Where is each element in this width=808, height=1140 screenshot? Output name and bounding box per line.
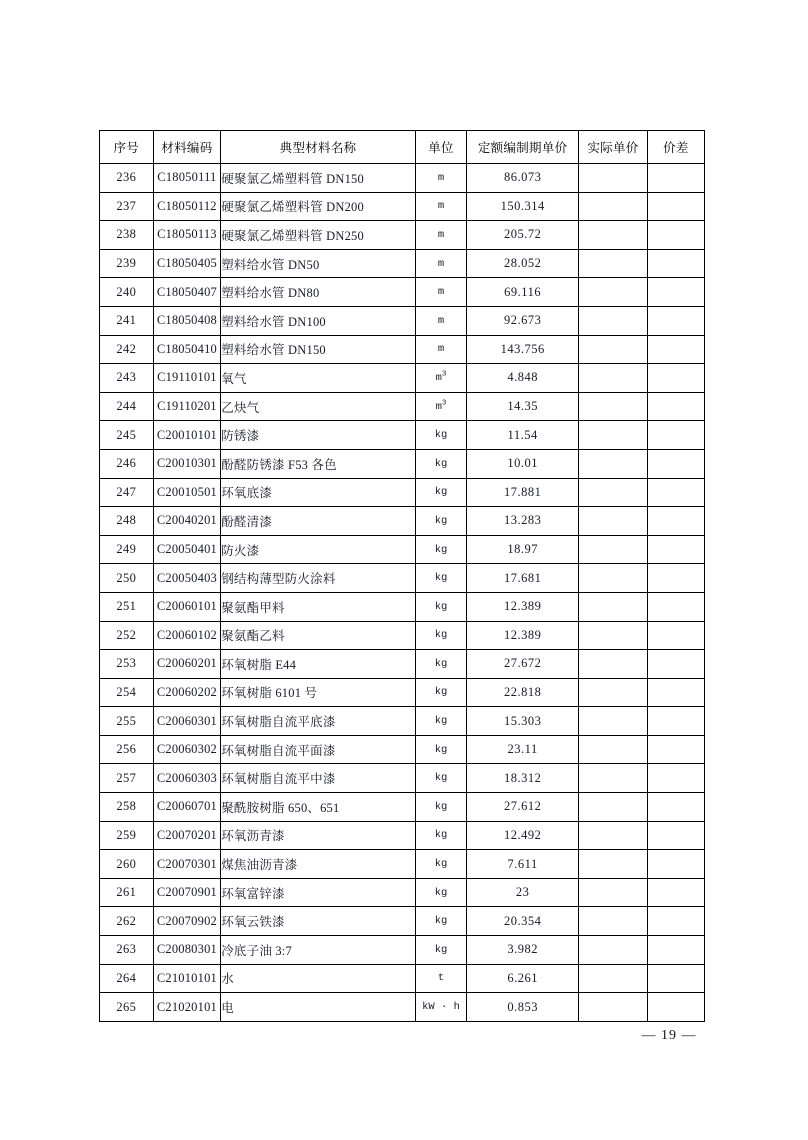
cell-material-code: C18050410 [153, 335, 221, 364]
cell-price-diff [647, 564, 704, 593]
cell-base-price: 0.853 [467, 993, 579, 1022]
cell-price-diff [647, 335, 704, 364]
cell-actual-price [579, 907, 648, 936]
cell-material-code: C20050401 [153, 535, 221, 564]
cell-index: 238 [100, 221, 154, 250]
cell-price-diff [647, 678, 704, 707]
cell-material-code: C20070902 [153, 907, 221, 936]
cell-price-diff [647, 821, 704, 850]
cell-unit: kg [415, 507, 466, 536]
cell-base-price: 205.72 [467, 221, 579, 250]
cell-material-code: C20010301 [153, 449, 221, 478]
cell-index: 251 [100, 592, 154, 621]
cell-material-name: 酚醛清漆 [221, 507, 416, 536]
cell-base-price: 10.01 [467, 449, 579, 478]
cell-material-code: C19110201 [153, 392, 221, 421]
cell-unit: kg [415, 936, 466, 965]
cell-unit: kg [415, 793, 466, 822]
cell-material-code: C20060302 [153, 735, 221, 764]
cell-index: 239 [100, 249, 154, 278]
cell-price-diff [647, 478, 704, 507]
material-price-table-container [99, 130, 705, 1022]
cell-actual-price [579, 449, 648, 478]
cell-material-code: C20060701 [153, 793, 221, 822]
table-row [100, 735, 705, 764]
table-row [100, 850, 705, 879]
cell-index: 245 [100, 421, 154, 450]
cell-unit: kg [415, 650, 466, 679]
cell-price-diff [647, 192, 704, 221]
cell-unit: kW · h [415, 993, 466, 1022]
page-footer [0, 1028, 808, 1044]
table-row [100, 392, 705, 421]
cell-material-name: 煤焦油沥青漆 [221, 850, 416, 879]
cell-material-name: 防锈漆 [221, 421, 416, 450]
cell-material-code: C20060101 [153, 592, 221, 621]
column-header-unit: 单位 [415, 131, 466, 164]
cell-actual-price [579, 964, 648, 993]
cell-material-name: 环氧树脂自流平底漆 [221, 707, 416, 736]
table-row [100, 249, 705, 278]
table-row [100, 678, 705, 707]
cell-index: 253 [100, 650, 154, 679]
cell-base-price: 23.11 [467, 735, 579, 764]
cell-price-diff [647, 650, 704, 679]
cell-price-diff [647, 993, 704, 1022]
cell-material-name: 聚氨酯甲料 [221, 592, 416, 621]
cell-actual-price [579, 650, 648, 679]
cell-base-price: 17.881 [467, 478, 579, 507]
cell-unit: m [415, 221, 466, 250]
cell-material-name: 电 [221, 993, 416, 1022]
cell-material-name: 聚酰胺树脂 650、651 [221, 793, 416, 822]
cell-index: 248 [100, 507, 154, 536]
cell-price-diff [647, 421, 704, 450]
cell-price-diff [647, 507, 704, 536]
cell-price-diff [647, 364, 704, 393]
cell-price-diff [647, 878, 704, 907]
cell-material-code: C20070301 [153, 850, 221, 879]
cell-material-name: 环氧沥青漆 [221, 821, 416, 850]
cell-base-price: 18.97 [467, 535, 579, 564]
table-row [100, 993, 705, 1022]
column-header-price-diff: 价差 [647, 131, 704, 164]
cell-actual-price [579, 621, 648, 650]
cell-material-code: C18050112 [153, 192, 221, 221]
cell-material-code: C18050405 [153, 249, 221, 278]
table-row [100, 764, 705, 793]
cell-base-price: 27.672 [467, 650, 579, 679]
table-row [100, 793, 705, 822]
cell-actual-price [579, 821, 648, 850]
cell-base-price: 27.612 [467, 793, 579, 822]
cell-actual-price [579, 850, 648, 879]
cell-unit: kg [415, 850, 466, 879]
cell-unit: m [415, 249, 466, 278]
cell-index: 247 [100, 478, 154, 507]
cell-actual-price [579, 678, 648, 707]
cell-actual-price [579, 392, 648, 421]
cell-material-name: 硬聚氯乙烯塑料管 DN200 [221, 192, 416, 221]
cell-base-price: 69.116 [467, 278, 579, 307]
cell-material-name: 环氧树脂自流平中漆 [221, 764, 416, 793]
cell-index: 236 [100, 164, 154, 193]
cell-index: 237 [100, 192, 154, 221]
cell-actual-price [579, 364, 648, 393]
table-header-row [100, 131, 705, 164]
cell-actual-price [579, 535, 648, 564]
cell-material-name: 水 [221, 964, 416, 993]
cell-index: 258 [100, 793, 154, 822]
cell-unit: kg [415, 564, 466, 593]
table-row [100, 964, 705, 993]
table-row [100, 650, 705, 679]
material-price-table [99, 130, 705, 1022]
cell-material-name: 钢结构薄型防火涂料 [221, 564, 416, 593]
cell-material-code: C20060201 [153, 650, 221, 679]
table-header [100, 131, 705, 164]
cell-material-code: C20010101 [153, 421, 221, 450]
table-row [100, 192, 705, 221]
cell-base-price: 28.052 [467, 249, 579, 278]
cell-price-diff [647, 535, 704, 564]
cell-actual-price [579, 421, 648, 450]
cell-price-diff [647, 764, 704, 793]
cell-actual-price [579, 878, 648, 907]
cell-actual-price [579, 164, 648, 193]
cell-unit: kg [415, 707, 466, 736]
cell-material-name: 塑料给水管 DN80 [221, 278, 416, 307]
cell-index: 257 [100, 764, 154, 793]
cell-index: 262 [100, 907, 154, 936]
cell-actual-price [579, 993, 648, 1022]
table-row [100, 564, 705, 593]
cell-price-diff [647, 221, 704, 250]
table-row [100, 936, 705, 965]
table-row [100, 478, 705, 507]
cell-material-code: C20060102 [153, 621, 221, 650]
cell-unit: kg [415, 735, 466, 764]
table-row [100, 592, 705, 621]
cell-actual-price [579, 764, 648, 793]
cell-price-diff [647, 392, 704, 421]
cell-unit: m [415, 278, 466, 307]
table-row [100, 907, 705, 936]
cell-index: 255 [100, 707, 154, 736]
unit-superscript: 3 [441, 370, 447, 379]
cell-base-price: 22.818 [467, 678, 579, 707]
column-header-actual-price: 实际单价 [579, 131, 648, 164]
cell-price-diff [647, 735, 704, 764]
cell-material-code: C20040201 [153, 507, 221, 536]
cell-base-price: 150.314 [467, 192, 579, 221]
column-header-index: 序号 [100, 131, 154, 164]
cell-base-price: 18.312 [467, 764, 579, 793]
cell-material-name: 氧气 [221, 364, 416, 393]
cell-unit: $m^3$ [415, 392, 466, 421]
cell-actual-price [579, 564, 648, 593]
cell-unit: kg [415, 764, 466, 793]
cell-base-price: 7.611 [467, 850, 579, 879]
table-row [100, 421, 705, 450]
cell-material-name: 乙炔气 [221, 392, 416, 421]
column-header-material-name: 典型材料名称 [221, 131, 416, 164]
table-row [100, 306, 705, 335]
cell-index: 243 [100, 364, 154, 393]
cell-actual-price [579, 192, 648, 221]
cell-material-code: C18050407 [153, 278, 221, 307]
table-row [100, 621, 705, 650]
cell-material-code: C18050111 [153, 164, 221, 193]
cell-base-price: 86.073 [467, 164, 579, 193]
cell-base-price: 3.982 [467, 936, 579, 965]
table-row [100, 535, 705, 564]
cell-unit: m [415, 192, 466, 221]
cell-unit: kg [415, 592, 466, 621]
cell-index: 242 [100, 335, 154, 364]
cell-material-code: C20010501 [153, 478, 221, 507]
cell-material-name: 环氧云铁漆 [221, 907, 416, 936]
cell-base-price: 20.354 [467, 907, 579, 936]
cell-index: 256 [100, 735, 154, 764]
cell-index: 260 [100, 850, 154, 879]
cell-base-price: 23 [467, 878, 579, 907]
cell-index: 263 [100, 936, 154, 965]
cell-material-name: 塑料给水管 DN100 [221, 306, 416, 335]
cell-material-code: C20080301 [153, 936, 221, 965]
table-body [100, 164, 705, 1022]
cell-unit: $m^3$ [415, 364, 466, 393]
cell-material-name: 环氧树脂 6101 号 [221, 678, 416, 707]
column-header-material-code: 材料编码 [153, 131, 221, 164]
cell-material-name: 酚醛防锈漆 F53 各色 [221, 449, 416, 478]
cell-material-code: C18050113 [153, 221, 221, 250]
cell-material-name: 环氧树脂自流平面漆 [221, 735, 416, 764]
cell-index: 241 [100, 306, 154, 335]
cell-base-price: 6.261 [467, 964, 579, 993]
cell-actual-price [579, 507, 648, 536]
cell-actual-price [579, 335, 648, 364]
column-header-base-price: 定额编制期单价 [467, 131, 579, 164]
cell-unit: kg [415, 678, 466, 707]
cell-actual-price [579, 249, 648, 278]
cell-material-code: C20070901 [153, 878, 221, 907]
cell-material-code: C20060303 [153, 764, 221, 793]
cell-unit: m [415, 335, 466, 364]
table-row [100, 878, 705, 907]
cell-actual-price [579, 707, 648, 736]
cell-base-price: 13.283 [467, 507, 579, 536]
cell-price-diff [647, 249, 704, 278]
table-row [100, 364, 705, 393]
cell-material-name: 冷底子油 3:7 [221, 936, 416, 965]
cell-base-price: 12.389 [467, 592, 579, 621]
cell-base-price: 14.35 [467, 392, 579, 421]
cell-unit: m [415, 306, 466, 335]
cell-material-name: 环氧富锌漆 [221, 878, 416, 907]
cell-material-code: C19110101 [153, 364, 221, 393]
cell-material-name: 硬聚氯乙烯塑料管 DN150 [221, 164, 416, 193]
cell-price-diff [647, 793, 704, 822]
table-row [100, 335, 705, 364]
cell-material-code: C20070201 [153, 821, 221, 850]
cell-index: 246 [100, 449, 154, 478]
cell-index: 240 [100, 278, 154, 307]
table-row [100, 449, 705, 478]
cell-index: 250 [100, 564, 154, 593]
cell-index: 265 [100, 993, 154, 1022]
page-number: — 19 — [641, 1028, 697, 1043]
cell-price-diff [647, 164, 704, 193]
table-row [100, 278, 705, 307]
cell-actual-price [579, 592, 648, 621]
cell-material-code: C21010101 [153, 964, 221, 993]
cell-actual-price [579, 735, 648, 764]
unit-superscript: 3 [441, 399, 447, 408]
cell-price-diff [647, 907, 704, 936]
cell-index: 254 [100, 678, 154, 707]
cell-actual-price [579, 221, 648, 250]
cell-base-price: 11.54 [467, 421, 579, 450]
cell-material-code: C18050408 [153, 306, 221, 335]
cell-material-name: 塑料给水管 DN50 [221, 249, 416, 278]
cell-index: 244 [100, 392, 154, 421]
cell-material-name: 环氧树脂 E44 [221, 650, 416, 679]
cell-price-diff [647, 306, 704, 335]
cell-material-name: 塑料给水管 DN150 [221, 335, 416, 364]
cell-material-code: C20050403 [153, 564, 221, 593]
cell-index: 264 [100, 964, 154, 993]
table-row [100, 507, 705, 536]
cell-base-price: 92.673 [467, 306, 579, 335]
cell-actual-price [579, 306, 648, 335]
cell-unit: kg [415, 821, 466, 850]
cell-base-price: 4.848 [467, 364, 579, 393]
table-row [100, 221, 705, 250]
cell-base-price: 12.389 [467, 621, 579, 650]
cell-price-diff [647, 964, 704, 993]
cell-price-diff [647, 621, 704, 650]
cell-unit: kg [415, 621, 466, 650]
table-row [100, 821, 705, 850]
cell-unit: kg [415, 907, 466, 936]
cell-unit: m [415, 164, 466, 193]
cell-price-diff [647, 592, 704, 621]
cell-index: 249 [100, 535, 154, 564]
cell-material-name: 聚氨酯乙料 [221, 621, 416, 650]
cell-material-code: C21020101 [153, 993, 221, 1022]
cell-base-price: 17.681 [467, 564, 579, 593]
cell-base-price: 15.303 [467, 707, 579, 736]
cell-index: 261 [100, 878, 154, 907]
cell-index: 259 [100, 821, 154, 850]
table-row [100, 164, 705, 193]
cell-price-diff [647, 278, 704, 307]
cell-price-diff [647, 936, 704, 965]
table-row [100, 707, 705, 736]
cell-material-code: C20060301 [153, 707, 221, 736]
cell-actual-price [579, 278, 648, 307]
cell-unit: kg [415, 449, 466, 478]
cell-unit: kg [415, 535, 466, 564]
cell-actual-price [579, 478, 648, 507]
cell-price-diff [647, 449, 704, 478]
cell-price-diff [647, 707, 704, 736]
cell-material-name: 环氧底漆 [221, 478, 416, 507]
cell-price-diff [647, 850, 704, 879]
cell-index: 252 [100, 621, 154, 650]
cell-unit: kg [415, 878, 466, 907]
cell-material-name: 防火漆 [221, 535, 416, 564]
cell-unit: kg [415, 421, 466, 450]
cell-unit: kg [415, 478, 466, 507]
cell-material-name: 硬聚氯乙烯塑料管 DN250 [221, 221, 416, 250]
cell-actual-price [579, 936, 648, 965]
cell-actual-price [579, 793, 648, 822]
cell-material-code: C20060202 [153, 678, 221, 707]
cell-unit: t [415, 964, 466, 993]
cell-base-price: 12.492 [467, 821, 579, 850]
cell-base-price: 143.756 [467, 335, 579, 364]
